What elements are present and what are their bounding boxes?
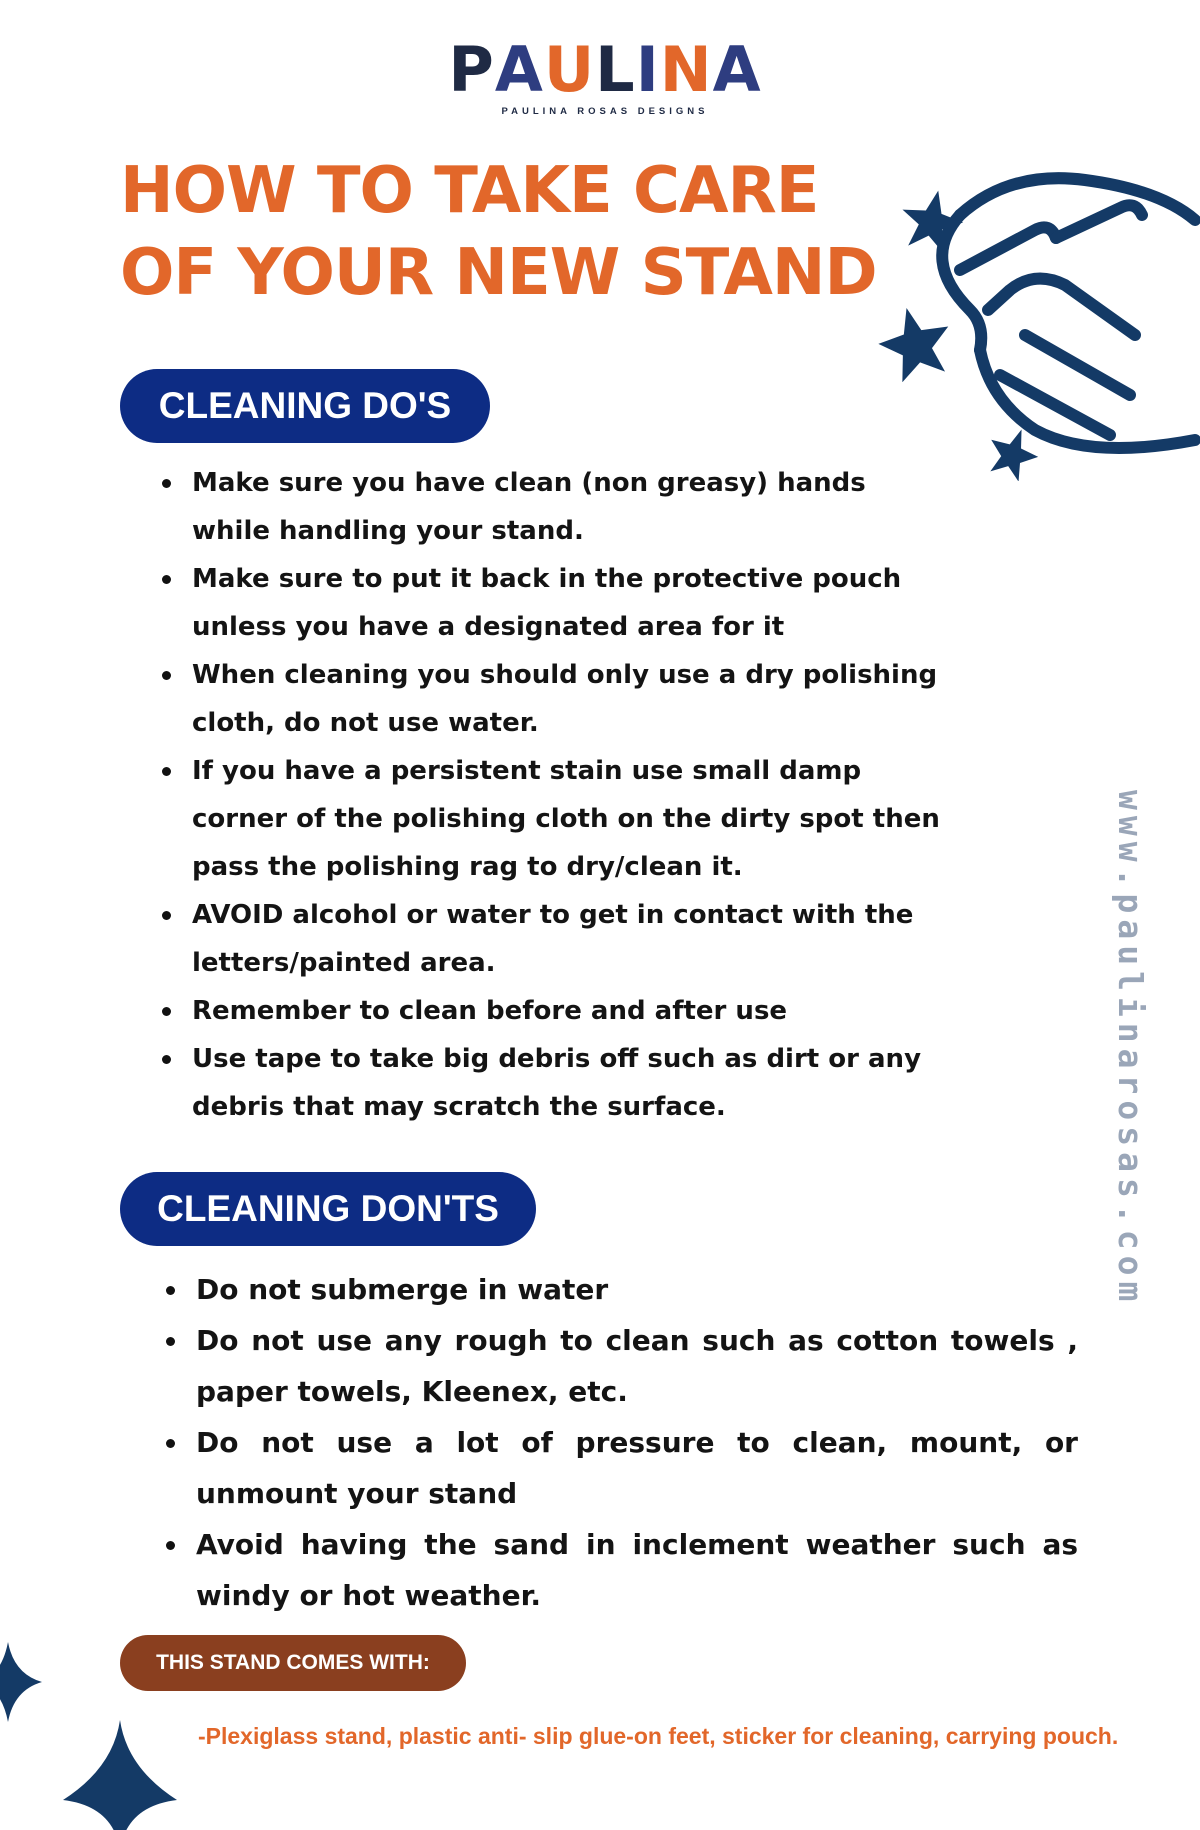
title-line-1: HOW TO TAKE CARE [120,154,819,228]
list-item: Do not submerge in water [196,1264,1078,1315]
list-item: AVOID alcohol or water to get in contact with the letters/painted area. [192,891,952,987]
brand-logo [448,33,762,120]
logo-wordmark [448,33,762,106]
list-item: Avoid having the sand in inclement weather such as windy or hot weather. [196,1519,1078,1621]
list-item: When cleaning you should only use a dry polishing cloth, do not use water. [192,651,952,747]
list-item: Do not use any rough to clean such as cotton towels , paper towels, Kleenex, etc. [196,1315,1078,1417]
sparkle-star-icon [985,425,1041,481]
stand-includes-heading: THIS STAND COMES WITH: [120,1635,466,1691]
list-item: Make sure you have clean (non greasy) hands while handling your stand. [192,459,952,555]
website-url: www.paulinarosas.com [1111,790,1150,1308]
page-title [120,150,880,314]
logo-letter: N [659,33,713,106]
logo-subtitle: PAULINA ROSAS DESIGNS [501,106,709,117]
logo-letter: U [543,33,596,106]
cleaning-dos-heading: CLEANING DO'S [120,369,490,443]
cleaning-dos-list [192,459,952,1131]
cleaning-donts-heading: CLEANING DON'TS [120,1172,536,1246]
list-item: Make sure to put it back in the protective pouch unless you have a designated area for it [192,555,952,651]
logo-letter: A [712,33,762,106]
logo-letter: L [595,33,636,106]
sparkle-star-icon [0,1642,50,1722]
logo-letter: I [635,33,660,106]
logo-letter: P [448,33,495,106]
list-item: Use tape to take big debris off such as dirt or any debris that may scratch the surface. [192,1035,952,1131]
title-line-2: OF YOUR NEW STAND [120,236,877,310]
logo-letter: A [494,33,544,106]
list-item: Remember to clean before and after use [192,987,952,1035]
sparkle-star-icon [875,302,955,382]
sparkle-star-icon [55,1720,185,1830]
cleaning-donts-list [196,1264,1078,1621]
list-item: Do not use a lot of pressure to clean, mount, or unmount your stand [196,1417,1078,1519]
stand-includes-text: -Plexiglass stand, plastic anti- slip glue-on feet, sticker for cleaning, carrying pouch. [198,1723,1119,1749]
list-item: If you have a persistent stain use small damp corner of the polishing cloth on the dirty spot then pass the polishing rag to dry/clean it. [192,747,952,891]
